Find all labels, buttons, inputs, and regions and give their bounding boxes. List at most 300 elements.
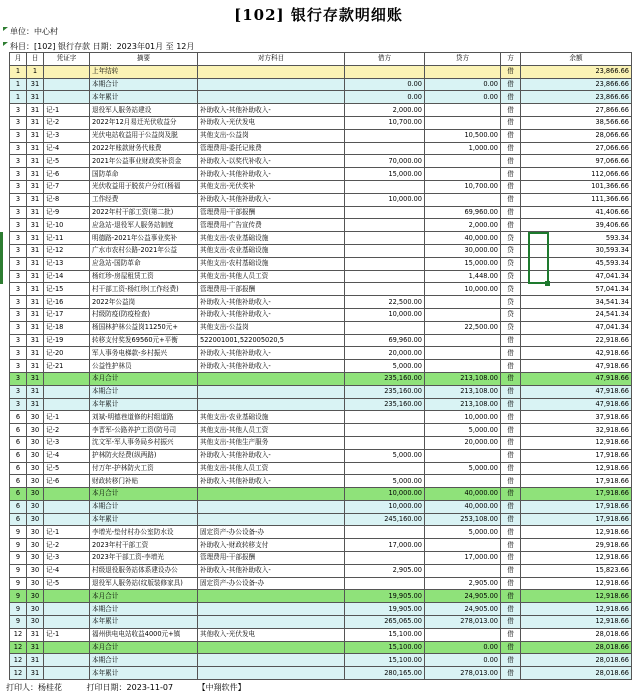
cell-credit[interactable] — [425, 65, 501, 78]
cell-direction[interactable]: 借 — [501, 206, 521, 219]
cell-balance[interactable]: 12,918.66 — [521, 436, 632, 449]
cell-balance[interactable]: 24,541.34 — [521, 308, 632, 321]
cell-summary[interactable]: 2023年村干部工资 — [90, 539, 198, 552]
cell-voucher[interactable]: 记-5 — [44, 155, 90, 168]
cell-counter-account[interactable]: 其他支出-其他人员工资 — [198, 424, 345, 437]
cell-balance[interactable]: 47,918.66 — [521, 372, 632, 385]
cell-direction[interactable]: 借 — [501, 513, 521, 526]
cell-voucher[interactable]: 记-1 — [44, 411, 90, 424]
cell-debit[interactable] — [345, 462, 425, 475]
cell-direction[interactable]: 借 — [501, 667, 521, 680]
cell-balance[interactable]: 17,918.66 — [521, 513, 632, 526]
cell-credit[interactable] — [425, 168, 501, 181]
cell-direction[interactable]: 借 — [501, 475, 521, 488]
cell-summary[interactable]: 李晋军-公路养护工资(防号司 — [90, 424, 198, 437]
cell-balance[interactable]: 41,406.66 — [521, 206, 632, 219]
cell-direction[interactable]: 借 — [501, 654, 521, 667]
cell-month[interactable]: 6 — [10, 500, 27, 513]
ledger-row[interactable] — [10, 488, 632, 501]
cell-day[interactable]: 31 — [27, 372, 44, 385]
cell-day[interactable]: 31 — [27, 360, 44, 373]
cell-summary[interactable]: 2022年公益岗 — [90, 296, 198, 309]
cell-summary[interactable]: 杨国林护林公益岗11250元+ — [90, 321, 198, 334]
cell-month[interactable]: 6 — [10, 424, 27, 437]
cell-debit[interactable]: 19,905.00 — [345, 603, 425, 616]
cell-credit[interactable] — [425, 475, 501, 488]
ledger-row[interactable] — [10, 206, 632, 219]
cell-debit[interactable]: 17,000.00 — [345, 539, 425, 552]
cell-direction[interactable]: 贷 — [501, 232, 521, 245]
cell-credit[interactable]: 0.00 — [425, 78, 501, 91]
cell-day[interactable]: 30 — [27, 590, 44, 603]
cell-day[interactable]: 30 — [27, 424, 44, 437]
cell-counter-account[interactable]: 管理费用-干部报酬 — [198, 552, 345, 565]
cell-month[interactable]: 9 — [10, 616, 27, 629]
cell-credit[interactable]: 0.00 — [425, 641, 501, 654]
cell-summary[interactable]: 退役军人服务站建设 — [90, 104, 198, 117]
ledger-row[interactable] — [10, 347, 632, 360]
cell-day[interactable]: 30 — [27, 462, 44, 475]
cell-voucher[interactable] — [44, 78, 90, 91]
cell-direction[interactable]: 借 — [501, 539, 521, 552]
cell-debit[interactable]: 70,000.00 — [345, 155, 425, 168]
cell-summary[interactable]: 本月合计 — [90, 372, 198, 385]
cell-day[interactable]: 31 — [27, 78, 44, 91]
cell-credit[interactable]: 22,500.00 — [425, 321, 501, 334]
ledger-row[interactable] — [10, 334, 632, 347]
ledger-row[interactable] — [10, 104, 632, 117]
cell-balance[interactable]: 28,018.66 — [521, 628, 632, 641]
cell-summary[interactable]: 本期合计 — [90, 654, 198, 667]
cell-balance[interactable]: 28,018.66 — [521, 641, 632, 654]
cell-day[interactable]: 31 — [27, 628, 44, 641]
cell-debit[interactable]: 10,000.00 — [345, 308, 425, 321]
ledger-row[interactable] — [10, 180, 632, 193]
ledger-row[interactable] — [10, 513, 632, 526]
cell-voucher[interactable]: 记-3 — [44, 436, 90, 449]
ledger-row[interactable] — [10, 283, 632, 296]
ledger-row[interactable] — [10, 564, 632, 577]
cell-counter-account[interactable]: 补助收入-其他补助收入- — [198, 475, 345, 488]
ledger-row[interactable] — [10, 628, 632, 641]
cell-summary[interactable]: 福州供电电站收益4000元+镇 — [90, 628, 198, 641]
cell-day[interactable]: 31 — [27, 385, 44, 398]
cell-counter-account[interactable]: 其他支出-农村基础设施 — [198, 257, 345, 270]
cell-day[interactable]: 31 — [27, 129, 44, 142]
cell-day[interactable]: 1 — [27, 65, 44, 78]
cell-summary[interactable]: 光伏收益用于脱贫户分红(杨福 — [90, 180, 198, 193]
cell-debit[interactable] — [345, 552, 425, 565]
cell-day[interactable]: 31 — [27, 219, 44, 232]
cell-direction[interactable]: 借 — [501, 436, 521, 449]
cell-debit[interactable]: 15,100.00 — [345, 641, 425, 654]
cell-summary[interactable]: 转移支付奖发69560元+平衡 — [90, 334, 198, 347]
ledger-row[interactable] — [10, 372, 632, 385]
cell-summary[interactable]: 本月合计 — [90, 488, 198, 501]
cell-month[interactable]: 3 — [10, 244, 27, 257]
cell-voucher[interactable] — [44, 616, 90, 629]
ledger-row[interactable] — [10, 603, 632, 616]
cell-summary[interactable]: 本月合计 — [90, 641, 198, 654]
cell-voucher[interactable]: 记-16 — [44, 296, 90, 309]
cell-counter-account[interactable] — [198, 616, 345, 629]
cell-voucher[interactable] — [44, 603, 90, 616]
cell-day[interactable]: 31 — [27, 206, 44, 219]
ledger-row[interactable] — [10, 360, 632, 373]
cell-credit[interactable]: 10,500.00 — [425, 129, 501, 142]
cell-day[interactable]: 31 — [27, 270, 44, 283]
cell-credit[interactable] — [425, 104, 501, 117]
cell-summary[interactable]: 工作经费 — [90, 193, 198, 206]
cell-day[interactable]: 31 — [27, 296, 44, 309]
cell-summary[interactable]: 本月合计 — [90, 590, 198, 603]
cell-direction[interactable]: 贷 — [501, 321, 521, 334]
cell-credit[interactable]: 5,000.00 — [425, 462, 501, 475]
cell-voucher[interactable] — [44, 385, 90, 398]
cell-voucher[interactable]: 记-1 — [44, 104, 90, 117]
cell-voucher[interactable]: 记-5 — [44, 462, 90, 475]
cell-balance[interactable]: 28,066.66 — [521, 129, 632, 142]
cell-month[interactable]: 1 — [10, 78, 27, 91]
cell-direction[interactable]: 借 — [501, 180, 521, 193]
cell-summary[interactable]: 2022年12月易迁光伏收益分 — [90, 116, 198, 129]
cell-direction[interactable]: 借 — [501, 500, 521, 513]
cell-counter-account[interactable] — [198, 78, 345, 91]
cell-summary[interactable]: 沈文军-军人事务局乡村振兴 — [90, 436, 198, 449]
cell-balance[interactable]: 111,366.66 — [521, 193, 632, 206]
cell-balance[interactable]: 29,918.66 — [521, 539, 632, 552]
cell-voucher[interactable]: 记-3 — [44, 129, 90, 142]
cell-voucher[interactable]: 记-20 — [44, 347, 90, 360]
cell-direction[interactable]: 借 — [501, 577, 521, 590]
cell-debit[interactable] — [345, 411, 425, 424]
cell-balance[interactable]: 42,918.66 — [521, 347, 632, 360]
cell-counter-account[interactable] — [198, 590, 345, 603]
cell-summary[interactable]: 村级防疫(防疫检查) — [90, 308, 198, 321]
cell-balance[interactable]: 47,041.34 — [521, 321, 632, 334]
cell-credit[interactable]: 24,905.00 — [425, 590, 501, 603]
cell-balance[interactable]: 15,823.66 — [521, 564, 632, 577]
cell-credit[interactable]: 20,000.00 — [425, 436, 501, 449]
cell-summary[interactable]: 杨红珍-房屋租赁工资 — [90, 270, 198, 283]
ledger-row[interactable] — [10, 436, 632, 449]
cell-counter-account[interactable] — [198, 385, 345, 398]
cell-counter-account[interactable]: 其他支出-农业基础设施 — [198, 232, 345, 245]
cell-counter-account[interactable] — [198, 654, 345, 667]
cell-direction[interactable]: 借 — [501, 462, 521, 475]
cell-voucher[interactable]: 记-19 — [44, 334, 90, 347]
cell-day[interactable]: 31 — [27, 244, 44, 257]
cell-month[interactable]: 12 — [10, 654, 27, 667]
cell-month[interactable]: 3 — [10, 168, 27, 181]
cell-debit[interactable]: 280,165.00 — [345, 667, 425, 680]
ledger-row[interactable] — [10, 168, 632, 181]
cell-voucher[interactable] — [44, 372, 90, 385]
cell-voucher[interactable]: 记-13 — [44, 257, 90, 270]
cell-counter-account[interactable]: 管理费用-广告宣传费 — [198, 219, 345, 232]
ledger-row[interactable] — [10, 424, 632, 437]
cell-summary[interactable]: 应急站-退役军人服务站制度 — [90, 219, 198, 232]
cell-counter-account[interactable]: 管理费用-委托记账费 — [198, 142, 345, 155]
cell-debit[interactable]: 5,000.00 — [345, 449, 425, 462]
cell-debit[interactable]: 235,160.00 — [345, 398, 425, 411]
ledger-row[interactable] — [10, 398, 632, 411]
cell-counter-account[interactable] — [198, 488, 345, 501]
cell-counter-account[interactable]: 补助收入-其他补助收入- — [198, 168, 345, 181]
cell-month[interactable]: 3 — [10, 270, 27, 283]
cell-credit[interactable]: 0.00 — [425, 654, 501, 667]
cell-credit[interactable]: 40,000.00 — [425, 488, 501, 501]
cell-month[interactable]: 6 — [10, 411, 27, 424]
cell-voucher[interactable] — [44, 500, 90, 513]
cell-debit[interactable] — [345, 577, 425, 590]
cell-voucher[interactable]: 记-8 — [44, 193, 90, 206]
cell-balance[interactable]: 12,918.66 — [521, 577, 632, 590]
cell-direction[interactable]: 借 — [501, 385, 521, 398]
ledger-row[interactable] — [10, 296, 632, 309]
cell-debit[interactable]: 235,160.00 — [345, 385, 425, 398]
cell-month[interactable]: 3 — [10, 347, 27, 360]
cell-voucher[interactable]: 记-2 — [44, 424, 90, 437]
cell-balance[interactable]: 23,866.66 — [521, 91, 632, 104]
cell-debit[interactable] — [345, 129, 425, 142]
cell-debit[interactable]: 20,000.00 — [345, 347, 425, 360]
cell-debit[interactable]: 10,700.00 — [345, 116, 425, 129]
cell-direction[interactable]: 借 — [501, 616, 521, 629]
cell-day[interactable]: 30 — [27, 616, 44, 629]
cell-month[interactable]: 3 — [10, 308, 27, 321]
cell-direction[interactable]: 贷 — [501, 244, 521, 257]
cell-day[interactable]: 30 — [27, 411, 44, 424]
cell-summary[interactable]: 2022年村干部工资(第二批) — [90, 206, 198, 219]
cell-voucher[interactable]: 记-12 — [44, 244, 90, 257]
cell-direction[interactable]: 借 — [501, 193, 521, 206]
cell-credit[interactable]: 1,448.00 — [425, 270, 501, 283]
cell-balance[interactable]: 12,918.66 — [521, 603, 632, 616]
cell-day[interactable]: 31 — [27, 283, 44, 296]
cell-month[interactable]: 3 — [10, 180, 27, 193]
cell-voucher[interactable] — [44, 590, 90, 603]
cell-debit[interactable] — [345, 244, 425, 257]
cell-month[interactable]: 3 — [10, 334, 27, 347]
cell-counter-account[interactable]: 固定资产-办公设备-办 — [198, 577, 345, 590]
cell-balance[interactable]: 23,866.66 — [521, 65, 632, 78]
cell-counter-account[interactable]: 补助收入-其他补助收入- — [198, 564, 345, 577]
cell-debit[interactable]: 5,000.00 — [345, 360, 425, 373]
cell-summary[interactable]: 上年结转 — [90, 65, 198, 78]
cell-voucher[interactable]: 记-4 — [44, 142, 90, 155]
cell-direction[interactable]: 借 — [501, 91, 521, 104]
cell-credit[interactable]: 5,000.00 — [425, 424, 501, 437]
cell-counter-account[interactable] — [198, 65, 345, 78]
cell-debit[interactable] — [345, 257, 425, 270]
cell-month[interactable]: 3 — [10, 296, 27, 309]
ledger-row[interactable] — [10, 219, 632, 232]
cell-summary[interactable]: 护林防火经费(纵两路) — [90, 449, 198, 462]
cell-summary[interactable]: 光伏电站收益用于公益岗及脱 — [90, 129, 198, 142]
cell-day[interactable]: 31 — [27, 321, 44, 334]
cell-debit[interactable] — [345, 219, 425, 232]
cell-voucher[interactable]: 记-10 — [44, 219, 90, 232]
cell-balance[interactable]: 47,918.66 — [521, 360, 632, 373]
cell-debit[interactable] — [345, 270, 425, 283]
ledger-row[interactable] — [10, 475, 632, 488]
cell-month[interactable]: 3 — [10, 193, 27, 206]
cell-direction[interactable]: 借 — [501, 641, 521, 654]
cell-month[interactable]: 3 — [10, 116, 27, 129]
cell-counter-account[interactable]: 补助收入-其他补助收入- — [198, 347, 345, 360]
cell-summary[interactable]: 国防革命 — [90, 168, 198, 181]
cell-counter-account[interactable] — [198, 372, 345, 385]
cell-credit[interactable] — [425, 539, 501, 552]
cell-direction[interactable]: 借 — [501, 411, 521, 424]
cell-debit[interactable]: 10,000.00 — [345, 500, 425, 513]
cell-debit[interactable]: 10,000.00 — [345, 488, 425, 501]
ledger-row[interactable] — [10, 590, 632, 603]
cell-counter-account[interactable]: 补助收入-其他补助收入- — [198, 104, 345, 117]
cell-month[interactable]: 3 — [10, 398, 27, 411]
cell-counter-account[interactable]: 补助收入-其他补助收入- — [198, 308, 345, 321]
cell-month[interactable]: 6 — [10, 513, 27, 526]
cell-day[interactable]: 31 — [27, 641, 44, 654]
cell-debit[interactable]: 69,960.00 — [345, 334, 425, 347]
cell-balance[interactable]: 34,541.34 — [521, 296, 632, 309]
cell-counter-account[interactable]: 其他收入-光伏发电 — [198, 628, 345, 641]
cell-month[interactable]: 3 — [10, 372, 27, 385]
cell-direction[interactable]: 借 — [501, 552, 521, 565]
cell-direction[interactable]: 借 — [501, 360, 521, 373]
cell-direction[interactable]: 借 — [501, 129, 521, 142]
cell-balance[interactable]: 12,918.66 — [521, 552, 632, 565]
cell-balance[interactable]: 32,918.66 — [521, 424, 632, 437]
cell-month[interactable]: 3 — [10, 206, 27, 219]
cell-credit[interactable]: 69,960.00 — [425, 206, 501, 219]
ledger-row[interactable] — [10, 539, 632, 552]
cell-summary[interactable]: 付万年-护林防火工资 — [90, 462, 198, 475]
cell-counter-account[interactable]: 补助收入-财政转移支付 — [198, 539, 345, 552]
cell-month[interactable]: 3 — [10, 360, 27, 373]
cell-month[interactable]: 9 — [10, 526, 27, 539]
cell-voucher[interactable] — [44, 488, 90, 501]
cell-balance[interactable]: 12,918.66 — [521, 462, 632, 475]
cell-counter-account[interactable]: 其他支出-农业基础设施 — [198, 411, 345, 424]
cell-credit[interactable]: 24,905.00 — [425, 603, 501, 616]
cell-summary[interactable]: 本年累计 — [90, 398, 198, 411]
cell-debit[interactable]: 2,000.00 — [345, 104, 425, 117]
cell-direction[interactable]: 贷 — [501, 308, 521, 321]
cell-balance[interactable]: 30,593.34 — [521, 244, 632, 257]
cell-day[interactable]: 30 — [27, 577, 44, 590]
cell-counter-account[interactable] — [198, 500, 345, 513]
cell-summary[interactable]: 村级退役服务站体系建设办公 — [90, 564, 198, 577]
cell-counter-account[interactable]: 管理费用-干部报酬 — [198, 206, 345, 219]
cell-debit[interactable] — [345, 65, 425, 78]
cell-day[interactable]: 31 — [27, 334, 44, 347]
cell-direction[interactable]: 借 — [501, 116, 521, 129]
ledger-row[interactable] — [10, 116, 632, 129]
cell-month[interactable]: 3 — [10, 385, 27, 398]
cell-balance[interactable]: 17,918.66 — [521, 488, 632, 501]
cell-direction[interactable]: 借 — [501, 168, 521, 181]
cell-day[interactable]: 30 — [27, 449, 44, 462]
cell-credit[interactable]: 0.00 — [425, 91, 501, 104]
cell-counter-account[interactable] — [198, 91, 345, 104]
cell-credit[interactable]: 2,905.00 — [425, 577, 501, 590]
cell-month[interactable]: 9 — [10, 590, 27, 603]
ledger-row[interactable] — [10, 193, 632, 206]
cell-credit[interactable]: 17,000.00 — [425, 552, 501, 565]
cell-balance[interactable]: 47,918.66 — [521, 398, 632, 411]
cell-month[interactable]: 9 — [10, 603, 27, 616]
ledger-row[interactable] — [10, 462, 632, 475]
cell-balance[interactable]: 27,866.66 — [521, 104, 632, 117]
ledger-row[interactable] — [10, 155, 632, 168]
cell-counter-account[interactable]: 其他支出-农业基础设施 — [198, 244, 345, 257]
cell-counter-account[interactable]: 522001001,522005020,5 — [198, 334, 345, 347]
cell-debit[interactable]: 5,000.00 — [345, 475, 425, 488]
cell-month[interactable]: 3 — [10, 257, 27, 270]
cell-day[interactable]: 30 — [27, 539, 44, 552]
cell-day[interactable]: 30 — [27, 475, 44, 488]
cell-summary[interactable]: 2023年干部工资-李增光 — [90, 552, 198, 565]
cell-debit[interactable]: 245,160.00 — [345, 513, 425, 526]
cell-credit[interactable]: 10,700.00 — [425, 180, 501, 193]
cell-credit[interactable]: 278,013.00 — [425, 667, 501, 680]
cell-month[interactable]: 12 — [10, 667, 27, 680]
cell-day[interactable]: 31 — [27, 232, 44, 245]
cell-credit[interactable]: 253,108.00 — [425, 513, 501, 526]
cell-summary[interactable]: 本期合计 — [90, 385, 198, 398]
ledger-row[interactable] — [10, 641, 632, 654]
cell-day[interactable]: 30 — [27, 500, 44, 513]
cell-credit[interactable] — [425, 296, 501, 309]
ledger-row[interactable] — [10, 142, 632, 155]
cell-day[interactable]: 30 — [27, 513, 44, 526]
cell-direction[interactable]: 借 — [501, 65, 521, 78]
cell-month[interactable]: 6 — [10, 462, 27, 475]
cell-month[interactable]: 9 — [10, 564, 27, 577]
cell-debit[interactable]: 0.00 — [345, 78, 425, 91]
cell-month[interactable]: 3 — [10, 321, 27, 334]
cell-voucher[interactable]: 记-4 — [44, 564, 90, 577]
cell-credit[interactable]: 15,000.00 — [425, 257, 501, 270]
cell-credit[interactable] — [425, 628, 501, 641]
cell-debit[interactable]: 22,500.00 — [345, 296, 425, 309]
cell-direction[interactable]: 借 — [501, 628, 521, 641]
cell-voucher[interactable]: 记-15 — [44, 283, 90, 296]
cell-month[interactable]: 6 — [10, 475, 27, 488]
cell-credit[interactable]: 278,013.00 — [425, 616, 501, 629]
cell-voucher[interactable]: 记-5 — [44, 577, 90, 590]
cell-direction[interactable]: 借 — [501, 449, 521, 462]
cell-voucher[interactable]: 记-21 — [44, 360, 90, 373]
cell-balance[interactable]: 57,041.34 — [521, 283, 632, 296]
cell-balance[interactable]: 101,366.66 — [521, 180, 632, 193]
cell-debit[interactable]: 265,065.00 — [345, 616, 425, 629]
cell-day[interactable]: 31 — [27, 168, 44, 181]
cell-counter-account[interactable]: 补助收入-光伏发电 — [198, 116, 345, 129]
ledger-row[interactable] — [10, 308, 632, 321]
ledger-row[interactable] — [10, 526, 632, 539]
cell-voucher[interactable]: 记-9 — [44, 206, 90, 219]
ledger-row[interactable] — [10, 129, 632, 142]
cell-summary[interactable]: 李增光-垫付村办公室防水设 — [90, 526, 198, 539]
cell-balance[interactable]: 17,918.66 — [521, 500, 632, 513]
cell-debit[interactable]: 15,100.00 — [345, 654, 425, 667]
fill-handle[interactable] — [545, 281, 550, 286]
cell-summary[interactable]: 刘斌-明德巷道修的村组道路 — [90, 411, 198, 424]
cell-month[interactable]: 9 — [10, 552, 27, 565]
